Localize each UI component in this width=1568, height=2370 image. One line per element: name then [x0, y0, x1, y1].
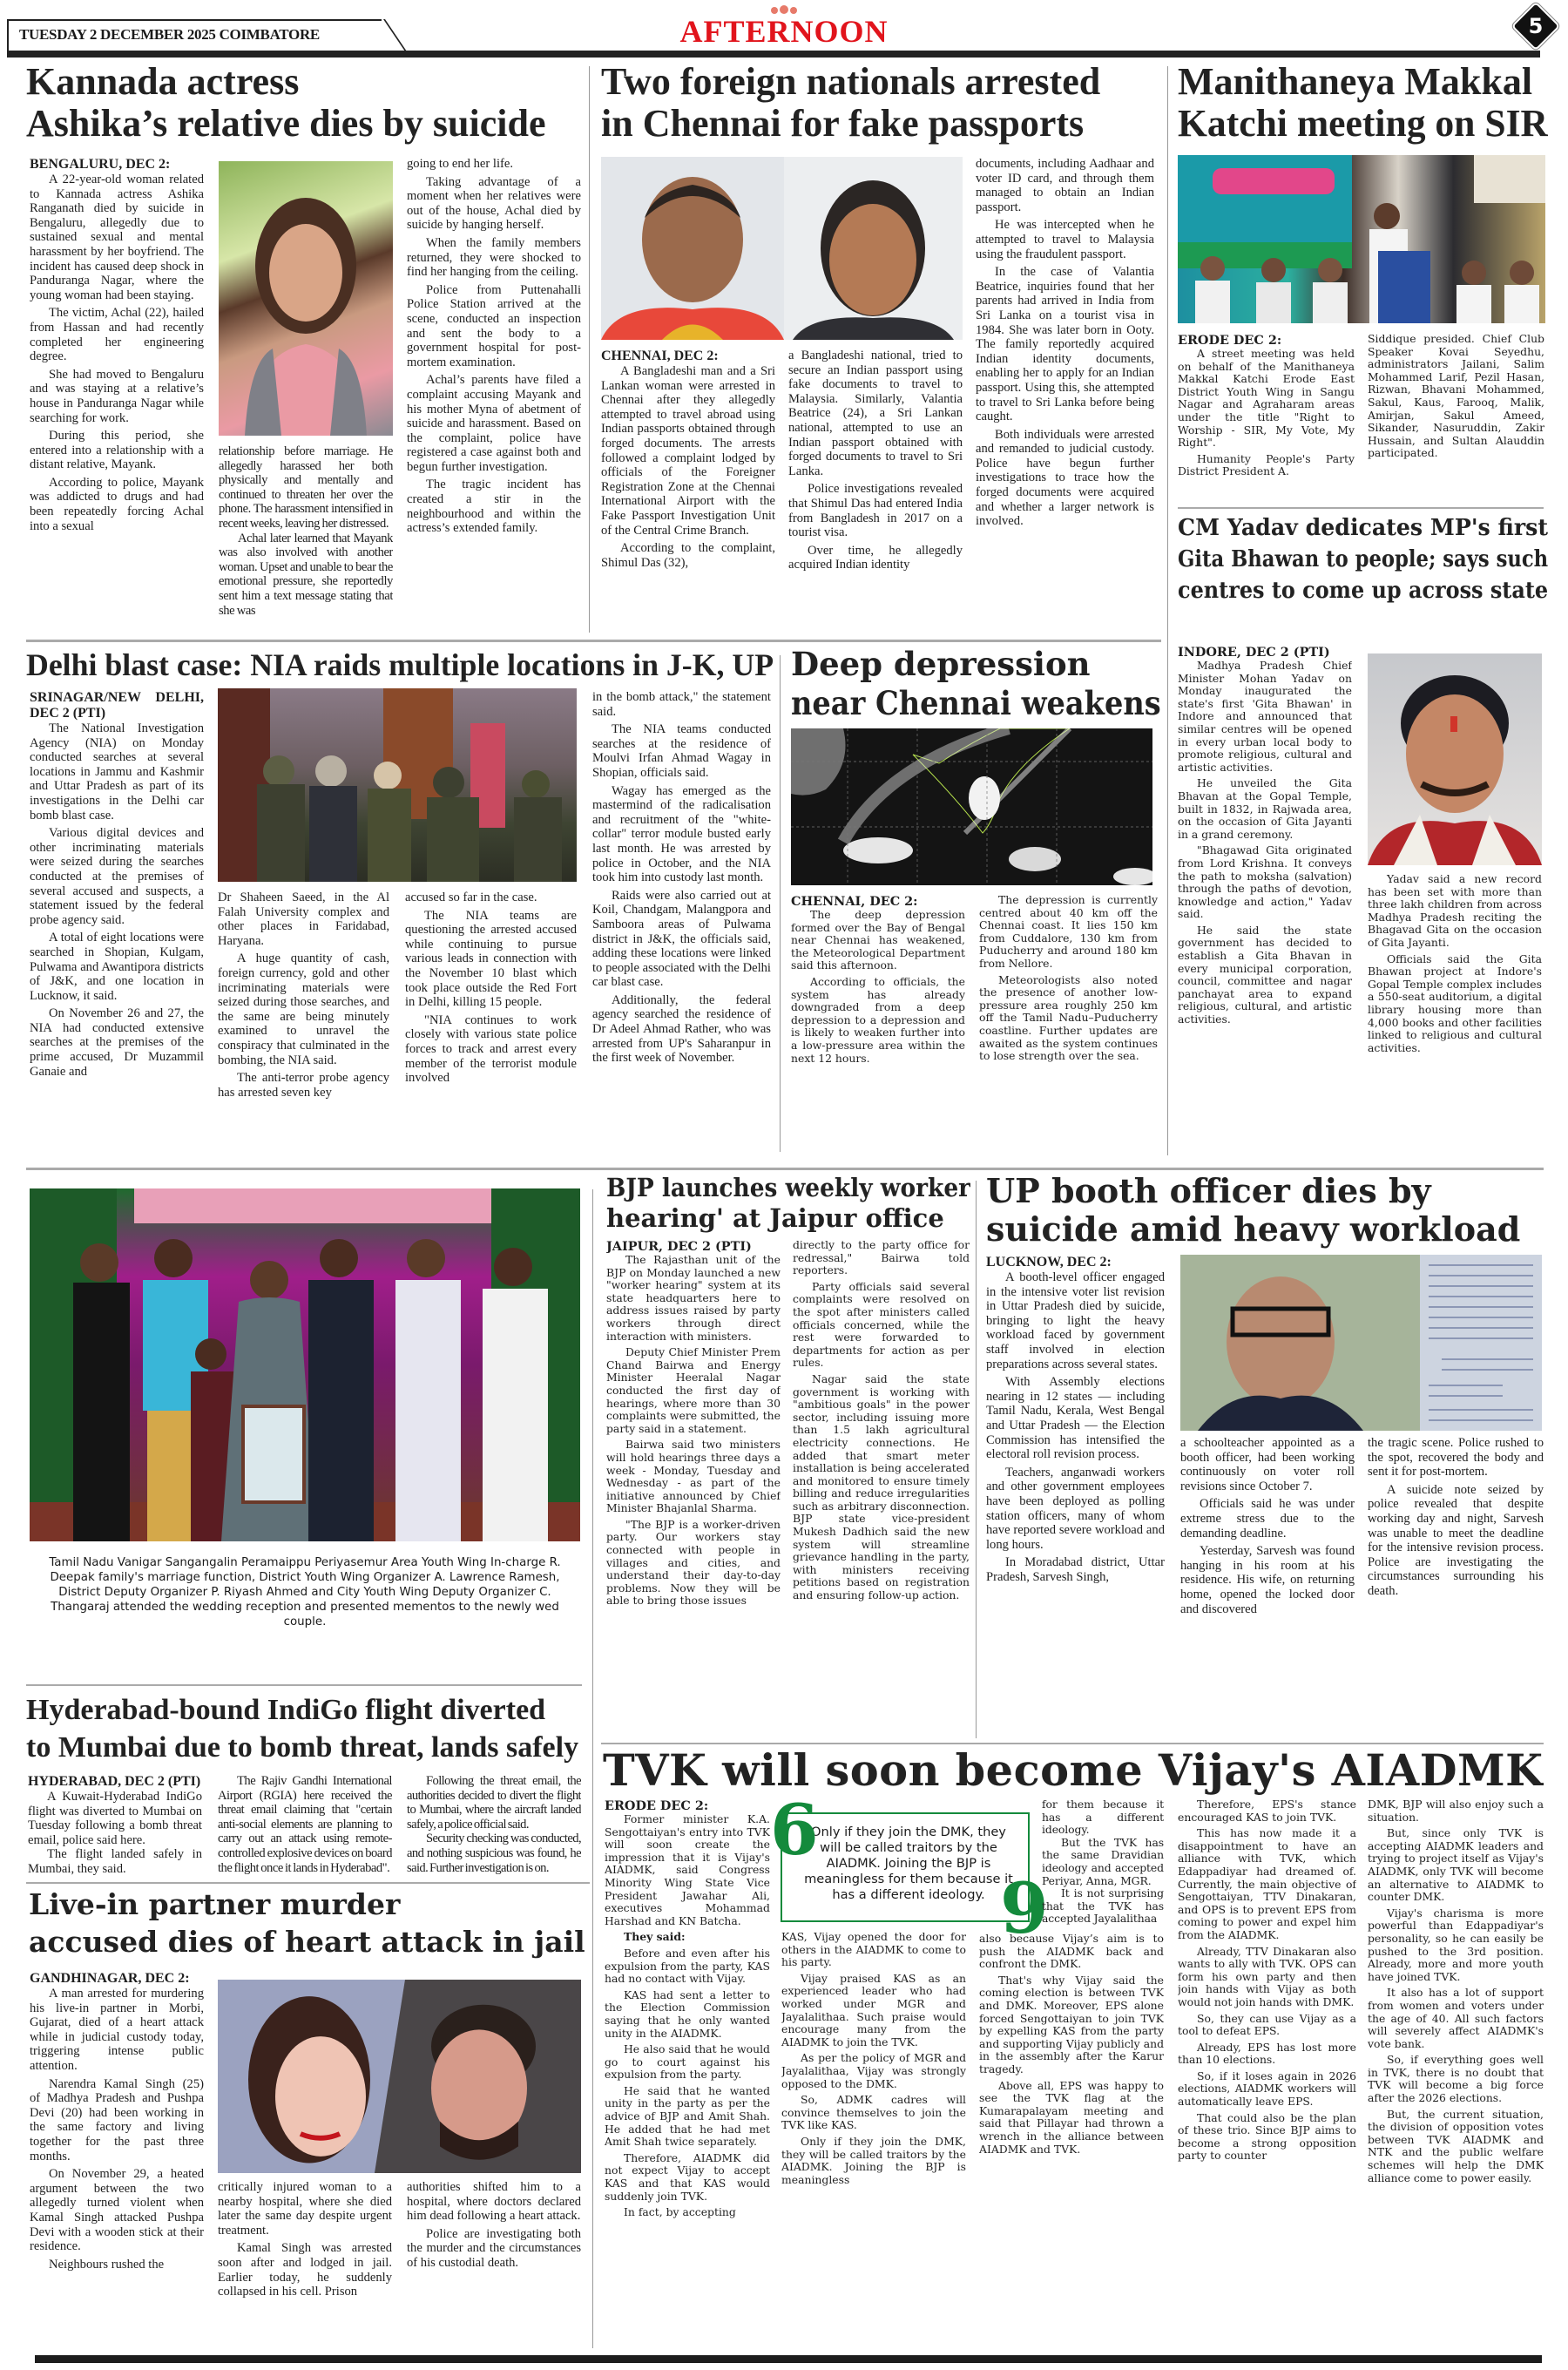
- paragraph: Humanity People's Party District President A.: [1178, 451, 1355, 478]
- paragraph: going to end her life.: [407, 157, 513, 171]
- paragraph: Deputy Chief Minister Prem Chand Bairwa and Energy Minister Heeralal Nagar conducted the first day of hearings, where more than 30 complaints were submitted, the party said in a statement.: [606, 1345, 781, 1435]
- paragraph: When the family members returned, they were shocked to find her hanging from the ceiling.: [407, 235, 581, 280]
- paragraph: DMK, BJP will also enjoy such a situation.: [1368, 1798, 1544, 1824]
- paragraph: directly to the party office for redressal," Bairwa told reporters.: [793, 1239, 970, 1277]
- paragraph: This has now made it a disappointment to have an alliance with TVK, which Edappadiyar had dreamed of. Currently, the main objective of Sengottaiyan, TTV Dinakaran, and OPS is to prevent EPS from coming to power and expel him from the AIADMK.: [1178, 1826, 1356, 1941]
- paragraph: A booth-level officer engaged in the intensive voter list revision in Uttar Pradesh died by suicide, bringing to light the heavy workload faced by government staff involved in election preparations across several states.: [986, 1270, 1165, 1371]
- article-tvk-col3a: [1042, 1798, 1164, 1929]
- paragraph: a schoolteacher appointed as a booth officer, had been working continuously on voter roll revisions since October 7.: [1180, 1436, 1355, 1493]
- newspaper-logo[interactable]: AFTERNOON: [679, 14, 889, 49]
- paragraph: Kamal Singh was arrested soon after and lodged in jail. Earlier today, he suddenly collapsed in his cell. Prison: [218, 2241, 392, 2299]
- paragraph: Before and even after his expulsion from the party, KAS had no contact with Vijay.: [605, 1946, 770, 1986]
- paragraph: Narendra Kamal Singh (25) of Madhya Pradesh and Pushpa Devi (20) had been working in the same factory and living together for the past three months.: [30, 2076, 204, 2163]
- dateline: JAIPUR, DEC 2 (PTI): [606, 1239, 752, 1254]
- article-gita-col1: [1178, 645, 1352, 1155]
- article-depression-col1: [791, 894, 965, 1155]
- headline-manithaneya-2[interactable]: Katchi meeting on SIR: [1178, 103, 1548, 145]
- paragraph: The NIA teams conducted searches at the residence of Moulvi Irfan Ahmad Wagay in Shopian, officials said.: [592, 722, 771, 780]
- paragraph: The depression is currently centred about 40 km off the Chennai coast. It lies 150 km from Cuddalore, 130 km from Puducherry and around 180 km from Nellore.: [979, 894, 1158, 970]
- headline-passports-2[interactable]: in Chennai for fake passports: [601, 103, 1085, 145]
- paragraph: A street meeting was held on behalf of the Manithaneya Makkal Katchi Erode East District Youth Wing in Sangu Nagar and Agraharam areas under the title "Right to Worship - SIR, My Vote, My Right".: [1178, 347, 1355, 450]
- headline-bjp-1[interactable]: BJP launches weekly worker: [606, 1175, 970, 1202]
- paragraph: The Rajasthan unit of the BJP on Monday launched a new "worker hearing" system at its state headquarters here to address issues raised by party workers through direct interaction with ministers.: [606, 1253, 781, 1343]
- masthead-rule: [7, 51, 1540, 58]
- article-booth-col2: [1180, 1436, 1355, 1737]
- paragraph: also because Vijay’s aim is to push the AIADMK back and confront the DMK.: [979, 1933, 1164, 1971]
- portrait-couple-icon: [218, 1980, 581, 2173]
- headline-manithaneya-1-box: [1178, 61, 1548, 103]
- paragraph: In fact, by accepting: [624, 2205, 736, 2219]
- dateline: HYDERABAD, DEC 2 (PTI): [28, 1774, 201, 1789]
- article-bjp-col1: [606, 1239, 781, 1737]
- photo-booth-officer: [1180, 1255, 1542, 1431]
- headline-passports-1[interactable]: Two foreign nationals arrested: [601, 61, 1101, 103]
- photo-livein-couple: [218, 1980, 581, 2173]
- headline-livein-1[interactable]: Live-in partner murder: [29, 1889, 401, 1921]
- photo-valantia-beatrice: [784, 157, 963, 340]
- paragraph: critically injured woman to a nearby hospital, where she died later the same day despite urgent treatment.: [218, 2180, 392, 2238]
- section-divider: [601, 1743, 1544, 1744]
- headline-kannada-1-box: [26, 61, 584, 103]
- article-manithaneya-col1: [1178, 333, 1355, 500]
- paragraph: Achal later learned that Mayank was also involved with another woman. Upset and unable to bear the emotional pressure, she reportedly sent him a text message stating that she was: [219, 531, 393, 618]
- paragraph: A suicide note seized by police revealed that despite working day and night, Sarvesh was unable to meet the deadline for the intensive revision process. Police are investigating the circumstances surrounding his death.: [1368, 1482, 1544, 1598]
- headline-depression-2[interactable]: near Chennai weakens: [791, 686, 1161, 722]
- article-manithaneya-col2: [1368, 333, 1544, 500]
- paragraph: "Bhagawad Gita originated from Lord Krishna. It conveys the path to moksha (salvation) through the paths of devotion, knowledge and action," Yadav said.: [1178, 843, 1352, 921]
- paragraph: in the bomb attack," the statement said.: [592, 690, 771, 719]
- paragraph: Police are investigating both the murder and the circumstances of his custodial death.: [407, 2226, 581, 2270]
- paragraph: He said the state government has decided to establish a Gita Bhavan in every municipal corporation, council, committee and nagar panchayat area to expand religious, cultural, and artistic activities.: [1178, 923, 1352, 1026]
- paragraph: a Bangladeshi national, tried to secure an Indian passport using fake documents to travel to Malaysia. Similarly, Valantia Beatrice (24), a Sri Lankan national, attempted to use an Indian passport obtained with forged documents to travel to Sri Lanka.: [788, 349, 963, 478]
- paragraph: It also has a lot of support from women and voters under the age of 40. All such factors will severely affect AIADMK's vote bank.: [1368, 1986, 1544, 2050]
- article-nia-col4: [592, 690, 771, 1156]
- headline-kannada-1[interactable]: Kannada actress: [26, 61, 300, 103]
- photo-nia-raid: [218, 688, 577, 882]
- headline-gita-2-box: [1178, 547, 1548, 577]
- portrait-woman-icon: [784, 157, 963, 340]
- paragraph: A Bangladeshi man and a Sri Lankan woman were arrested in Chennai after they allegedly attempted to travel abroad using Indian passports obtained through forged documents. The arrests followed a complaint lodged by officials of the Foreigner Registration Zone at the Chennai International Airport with the Fake Passport Investigation Unit of the Central Crime Branch.: [601, 364, 775, 538]
- article-bjp-col2: [793, 1239, 970, 1737]
- headline-booth-1[interactable]: UP booth officer dies by: [986, 1173, 1431, 1210]
- paragraph: The Rajiv Gandhi International Airport (RGIA) here received the threat email claiming that "certain anti-social elements are planning to carry out an attack using remote-controlled explosive devices on board the flight once it lands in Hyderabad".: [218, 1774, 392, 1875]
- column-divider: [1167, 66, 1168, 1155]
- paragraph: Meteorologists also noted the presence of another low-pressure area roughly 250 km off the Tamil Nadu–Puducherry coastline. Further updates are awaited as the system continues to lose strength over the sea.: [979, 972, 1158, 1063]
- meeting-scene-icon: [1178, 155, 1545, 323]
- portrait-woman-icon: [219, 161, 393, 436]
- paragraph: Party officials said several complaints were resolved on the spot after ministers called officials concerned, while the rest were forwarded to departments for action as per rules.: [793, 1279, 970, 1370]
- paragraph: With Assembly elections nearing in 12 states — including Tamil Nadu, Kerala, West Bengal and Uttar Pradesh — the Election Commission has intensified the electoral roll revision process.: [986, 1375, 1165, 1462]
- paragraph: Siddique presided. Chief Club Speaker Kovai Seyedhu, administrators Jailani, Salim Mohammed Larif, Pezil Hasan, Rizwan, Bhavani Mohammed, Sakul, Kaus, Farooq, Malik, Amirjan, Sakul Ameed, Sikander, Nasuruddin, Zakir Hussain, and Sultan Alauddin participated.: [1368, 333, 1544, 460]
- headline-depression-1-box: [791, 647, 1161, 685]
- portrait-man-icon: [601, 157, 784, 340]
- article-kannada-col1: [30, 157, 204, 627]
- dateline: INDORE, DEC 2 (PTI): [1178, 645, 1330, 660]
- headline-livein-1-box: [29, 1889, 586, 1926]
- quote-open-icon: 6: [770, 1795, 819, 1865]
- page-bottom-rule: [35, 2355, 1542, 2363]
- column-divider: [976, 1181, 977, 1738]
- article-booth-col1: [986, 1255, 1165, 1737]
- paragraph: According to police, Mayank was addicted to drugs and had been repeatedly forcing Achal into a sexual: [30, 475, 204, 533]
- paragraph: That's why Vijay said the coming election is between TVK and DMK. Moreover, EPS alone forced Sengottaiyan to join TVK by expelling KAS from the party and supporting Vijay publicly and in the assembly after the Karur tragedy.: [979, 1973, 1164, 2075]
- article-indigo-col1: [28, 1774, 202, 1877]
- dateline: CHENNAI, DEC 2:: [601, 349, 719, 363]
- paragraph: Following the threat email, the authorities decided to divert the flight to Mumbai, where the aircraft landed safely, a police official said.: [407, 1774, 581, 1832]
- paragraph: The NIA teams are questioning the arrested accused while continuing to pursue various leads in connection with the November 10 blast which took place outside the Red Fort in Delhi, killing 15 people.: [405, 908, 577, 1010]
- paragraph: authorities shifted him to a hospital, where doctors declared him dead following a heart attack.: [407, 2180, 581, 2224]
- paragraph: So, if everything goes well in TVK, there is no doubt that TVK will become a big force after the 2026 elections.: [1368, 2053, 1544, 2105]
- paragraph: During this period, she entered into a relationship with a distant relative, Mayank.: [30, 429, 204, 472]
- headline-indigo-2[interactable]: to Mumbai due to bomb threat, lands safely: [26, 1732, 579, 1764]
- edition-dateline: TUESDAY 2 DECEMBER 2025 COIMBATORE: [7, 19, 382, 51]
- photo-shimul-das: [601, 157, 784, 340]
- dateline: SRINAGAR/NEW DELHI, DEC 2 (PTI): [30, 690, 204, 721]
- paragraph: He also said that he would go to court against his expulsion from the party.: [605, 2042, 770, 2082]
- paragraph: Vijay praised KAS as an experienced leader who had worked under MGR and Jayalalithaa. Such praise would encourage many from the AIADMK to join the TVK.: [781, 1971, 966, 2048]
- photo-achal: [219, 161, 393, 436]
- article-passports-col2: [788, 349, 963, 627]
- headline-booth-1-box: [986, 1173, 1545, 1211]
- paragraph: A man arrested for murdering his live-in partner in Morbi, Gujarat, died of a heart attack while in judicial custody today, triggering intense public attention.: [30, 1987, 204, 2073]
- photo-wedding-reception: [30, 1188, 580, 1541]
- headline-gita-3-box: [1178, 579, 1548, 608]
- headline-gita-3[interactable]: centres to come up across state: [1178, 579, 1548, 604]
- headline-livein-2[interactable]: accused dies of heart attack in jail: [29, 1926, 585, 1959]
- headline-tvk[interactable]: TVK will soon become Vijay's AIADMK: [603, 1746, 1544, 1795]
- paragraph: Vijay's charisma is more powerful than Edappadiyar's personality, so he can easily be pushed to the 3rd position. Already, more and more youth have joined TVK.: [1368, 1906, 1544, 1983]
- dateline: LUCKNOW, DEC 2:: [986, 1255, 1112, 1270]
- paragraph: On November 26 and 27, the NIA had conducted extensive searches at the premises of the prime accused, Dr Muzammil Ganaie and: [30, 1006, 204, 1079]
- headline-indigo-1-box: [26, 1695, 584, 1731]
- paragraph: That could also be the plan of these trio. Since BJP aims to become a strong opposition party to counter: [1178, 2110, 1356, 2163]
- paragraph: A huge quantity of cash, foreign currency, gold and other incriminating materials were seized during those searches, and the same are being minutely examined to unravel the conspiracy that culminated in the bombing, the NIA said.: [218, 951, 389, 1067]
- headline-kannada-2[interactable]: Ashika’s relative dies by suicide: [26, 103, 546, 145]
- article-depression-col2: [979, 894, 1158, 1155]
- paragraph: The National Investigation Agency (NIA) on Monday conducted searches at several locations in Jammu and Kashmir and Uttar Pradesh as part of its investigations in the Delhi car bomb blast case.: [30, 721, 204, 823]
- paragraph: Dr Shaheen Saeed, in the Al Falah University complex and other places in Faridabad, Haryana.: [218, 890, 389, 948]
- photo-mohan-yadav: [1368, 653, 1542, 865]
- paragraph: In the case of Valantia Beatrice, inquiries found that her parents had arrived in India from Sri Lanka on a tourist visa in 1984. She was later born in Ooty. The family reportedly acquired Indian identity documents, enabling her to apply for an Indian passport. Using this, she attempted to travel to Sri Lanka before being caught.: [976, 265, 1154, 424]
- dateline: ERODE DEC 2:: [1178, 333, 1282, 348]
- photo-street-meeting: [1178, 155, 1545, 323]
- article-tvk-col1: [605, 1798, 770, 2351]
- headline-gita-2[interactable]: Gita Bhawan to people; says such: [1178, 547, 1548, 572]
- headline-kannada-2-box: [26, 103, 584, 148]
- headline-bjp-1-box: [606, 1175, 970, 1204]
- paragraph: So, ADMK cadres will convince themselves to join the TVK like KAS.: [781, 2093, 966, 2132]
- paragraph: He unveiled the Gita Bhavan at the Gopal Temple, built in 1832, in Rajwada area, on the occasion of Gita Jayanti in a grand ceremony.: [1178, 776, 1352, 841]
- headline-booth-2[interactable]: suicide amid heavy workload: [986, 1211, 1521, 1249]
- paragraph: According to officials, the system has already downgraded from a deep depression to a depression and is likely to weaken further into a low-pressure area within the next 12 hours.: [791, 974, 965, 1065]
- headline-indigo-2-box: [26, 1732, 584, 1769]
- paragraph: the tragic scene. Police rushed to the spot, recovered the body and sent it for post-mortem.: [1368, 1436, 1544, 1480]
- paragraph: "The BJP is a worker-driven party. Our workers stay connected with people in villages and cities, and understand their day-to-day problems. Now they will be able to bring those issues: [606, 1517, 781, 1608]
- photo-caption-wedding: Tamil Nadu Vanigar Sangangalin Peramaippu Periyasemur Area Youth Wing In-charge R. Deepak family's marriage function, District Youth Wing Organizer A. Lawrence Ramesh, District Deputy Organizer P. Riyash Ahmed and City Youth Wing Deputy Organizer C. Thangaraj attended the wedding reception and presented mementos to the newly wed couple.: [49, 1556, 561, 1629]
- section-divider: [26, 640, 1161, 642]
- article-tvk-col4: [1178, 1798, 1356, 2351]
- headline-passports-2-box: [601, 103, 1159, 148]
- article-nia-col2: [218, 890, 389, 1156]
- paragraph: The anti-terror probe agency has arrested seven key: [218, 1071, 389, 1100]
- headline-depression-2-box: [791, 686, 1161, 726]
- paragraph: Additionally, the federal agency searched the residence of Dr Adeel Ahmad Rather, who was arrested from UP's Saharanpur in the first week of November.: [592, 992, 771, 1066]
- headline-livein-2-box: [29, 1926, 586, 1965]
- section-divider: [26, 1168, 1544, 1170]
- headline-gita-1[interactable]: CM Yadav dedicates MP's first: [1178, 516, 1548, 541]
- column-divider: [780, 655, 781, 1152]
- paragraph: Neighbours rushed the: [49, 2257, 165, 2272]
- paragraph: Already, TTV Dinakaran also wants to ally with TVK. OPS can form his own party and then join hands with Vijay as both would not join hands with DMK.: [1178, 1944, 1356, 2008]
- paragraph: Various digital devices and other incriminating materials were seized during the searches conducted at the premises of several accused and suspects, a statement issued by the federal probe agency said.: [30, 826, 204, 927]
- paragraph: Raids were also carried out at Koil, Chandgam, Malangpora and Samboora areas of Pulwama district in J&K, the officials said, adding these locations were linked to people associated with the Delhi car blast case.: [592, 888, 771, 990]
- paragraph: As per the policy of MGR and Jayalalithaa, Vijay was strongly opposed to the DMK.: [781, 2051, 966, 2090]
- paragraph: Officials said he was under extreme stress due to the demanding deadline.: [1180, 1497, 1355, 1540]
- paragraph: A 22-year-old woman related to Kannada actress Ashika Ranganath died by suicide in Bengaluru, allegedly due to sustained sexual and mental harassment by her boyfriend. The incident has caused deep shock in Panduranga Nagar, where the young woman had been staying.: [30, 173, 204, 302]
- dateline: GANDHINAGAR, DEC 2:: [30, 1971, 190, 1986]
- page-number: 5: [1528, 14, 1544, 38]
- paragraph: Already, EPS has lost more than 10 elections.: [1178, 2040, 1356, 2067]
- paragraph: He was intercepted when he attempted to travel to Malaysia using the fraudulent passport.: [976, 218, 1154, 261]
- quote-close-icon: 9: [1000, 1873, 1049, 1943]
- paragraph: Officials said the Gita Bhawan project at Indore's Gopal Temple complex includes a 550-seat auditorium, a digital library housing more than 4,000 books and other facilities linked to religious and cultural activities.: [1368, 951, 1542, 1054]
- dateline: BENGALURU, DEC 2:: [30, 157, 171, 172]
- paragraph: The flight landed safely in Mumbai, they said.: [28, 1847, 202, 1876]
- paragraph: Yadav said a new record has been set with more than three lakh children from across Madhya Pradesh reciting the Bhagavad Gita on the occasion of Gita Jayanti.: [1368, 873, 1542, 949]
- dateline: ERODE DEC 2:: [605, 1798, 709, 1813]
- pull-quote-text: Only if they join the DMK, they will be called traitors by the AIADMK. Joining the BJP is meaningless for them because it has a different ideology.: [804, 1825, 1013, 1902]
- headline-passports-1-box: [601, 61, 1159, 103]
- article-tvk-col3b: [979, 1933, 1164, 2351]
- article-kannada-col3: [407, 157, 581, 627]
- paragraph: It is not surprising that the TVK has accepted Jayalalithaa: [1042, 1886, 1164, 1926]
- paragraph: Former minister K.A. Sengottaiyan's entry into TVK will soon create the impression that it is Vijay's AIADMK, said Congress Minority Wing State Vice President Jawahar Ali, executives Mohammad Harshad and KN Batcha.: [605, 1812, 770, 1927]
- paragraph: The tragic incident has created a stir in the neighbourhood and within the actress’s extended family.: [407, 477, 581, 536]
- paragraph: "NIA continues to work closely with various state police forces to track and arrest every member of the terrorist module involved: [405, 1012, 577, 1086]
- paragraph: Yesterday, Sarvesh was found hanging in his room at his residence. His wife, on returning home, opened the locked door and discovered: [1180, 1544, 1355, 1616]
- paragraph: Only if they join the DMK, they will be called traitors by the AIADMK. Joining the BJP is meaningless: [781, 2134, 966, 2186]
- paragraph: KAS, Vijay opened the door for others in the AIADMK to come to his party.: [781, 1931, 966, 1969]
- section-divider: [1178, 507, 1544, 509]
- article-booth-col3: [1368, 1436, 1544, 1737]
- portrait-man-with-note-icon: [1180, 1255, 1542, 1431]
- paragraph: documents, including Aadhaar and voter ID card, and through them managed to obtain an Indian passport.: [976, 157, 1154, 214]
- headline-indigo-1[interactable]: Hyderabad-bound IndiGo flight diverted: [26, 1695, 546, 1726]
- paragraph: Therefore, EPS's stance encouraged KAS to join TVK.: [1178, 1798, 1356, 1824]
- paragraph: relationship before marriage. He allegedly harassed her both physically and mentally and continued to threaten her over the phone. The harassment intensified in recent weeks, leaving her distressed.: [219, 444, 393, 531]
- paragraph: Bairwa said two ministers will hold hearings three days a week - Monday, Tuesday and Wednesday - as part of the initiative announced by Chief Minister Bhajanlal Sharma.: [606, 1438, 781, 1515]
- paragraph: But, the current situation, the division of opposition votes between TVK AIADMK and NTK and the public welfare schemes will help the DMK alliance come to power easily.: [1368, 2107, 1544, 2184]
- paragraph: Achal’s parents have filed a complaint accusing Mayank and his mother Myna of abetment of suicide and harassment. Based on the complaint, police have registered a case against both and begun further investigation.: [407, 373, 581, 474]
- article-livein-col1: [30, 1971, 204, 2351]
- headline-booth-2-box: [986, 1211, 1545, 1251]
- paragraph: Security checking was conducted, and nothing suspicious was found, he said. Further investigation is on.: [407, 1832, 581, 1875]
- paragraph: Therefore, AIADMK did not expect Vijay to accept KAS and that KAS would suddenly join TVK.: [605, 2150, 770, 2203]
- subheading: They said:: [624, 1930, 686, 1944]
- column-divider: [592, 1189, 593, 2348]
- article-tvk-col2: [781, 1931, 966, 2351]
- paragraph: Taking advantage of a moment when her relatives were out of the house, Achal died by suicide by hanging herself.: [407, 174, 581, 233]
- paragraph: So, if it loses again in 2026 elections, AIADMK workers will automatically leave EPS.: [1178, 2069, 1356, 2109]
- headline-tvk-box: [603, 1746, 1544, 1795]
- paragraph: Teachers, anganwadi workers and other government employees have been deployed as polling station officers, many of whom have reported severe workload and long hours.: [986, 1465, 1165, 1552]
- paragraph: A total of eight locations were searched in Shopian, Kulgam, Pulwama and Awantipora districts of J&K, and one location in Lucknow, it said.: [30, 931, 204, 1003]
- paragraph: Both individuals were arrested and remanded to judicial custody. Police have begun further investigations to trace how the forged documents were acquired and whether a larger network is involved.: [976, 427, 1154, 529]
- article-nia-col3: [405, 890, 577, 1156]
- paragraph: A Kuwait-Hyderabad IndiGo flight was diverted to Mumbai on Tuesday following a bomb threat email, police said here.: [28, 1790, 202, 1847]
- paragraph: The deep depression formed over the Bay of Bengal near Chennai has weakened, the Meteorological Department said this afternoon.: [791, 908, 965, 972]
- headline-nia-box: [26, 648, 774, 685]
- paragraph: Madhya Pradesh Chief Minister Mohan Yadav on Monday inaugurated the state's first 'Gita Bhawan' in Indore and announced that similar centres will be opened in every urban local body to promote religious, cultural and artistic activities.: [1178, 659, 1352, 774]
- paragraph: Nagar said the state government is working with "ambitious goals" in the power sector, including issuing more than 1.5 lakh agricultural electricity connections. He added that smart meter installation is being accelerated and monitored to ensure timely billing and reduce irregularities such as arbitrary disconnection. BJP state vice-president Mukesh Dadhich said the new system will streamline grievance handling in the party, with ministers receiving petitions based on registration and ensuring follow-up action.: [793, 1371, 970, 1602]
- paragraph: According to the complaint, Shimul Das (32),: [601, 541, 775, 570]
- article-tvk-col5: [1368, 1798, 1544, 2351]
- paragraph: She had moved to Bengaluru and was staying at a relative’s house in Panduranga Nagar while searching for work.: [30, 367, 204, 425]
- article-livein-col3: [407, 2180, 581, 2351]
- headline-gita-1-box: [1178, 516, 1548, 545]
- satellite-map-icon: [791, 728, 1152, 885]
- paragraph: Wagay has emerged as the mastermind of the radicalisation and recruitment of the "white-collar" terror module busted early last month. He was arrested by police in October, and the NIA took him into custody last month.: [592, 783, 771, 885]
- paragraph: Above all, EPS was happy to see the TVK flag at the Kumarapalayam meeting and said that Pillayar had thrown a wrench in the alliance between AIADMK and TVK.: [979, 2078, 1164, 2156]
- headline-nia[interactable]: Delhi blast case: NIA raids multiple locations in J-K, UP: [26, 648, 774, 682]
- paragraph: KAS had sent a letter to the Election Commission saying that he only wanted unity in the AIADMK.: [605, 1987, 770, 2040]
- paragraph: The victim, Achal (22), hailed from Hassan and had recently completed her engineering degree.: [30, 306, 204, 364]
- section-divider: [26, 1882, 590, 1884]
- paragraph: He said that he wanted unity in the party as per the advice of BJP and Amit Shah. He added that he had met Amit Shah twice separately.: [605, 2083, 770, 2149]
- article-indigo-col2: [218, 1774, 392, 1877]
- headline-manithaneya-1[interactable]: Manithaneya Makkal: [1178, 61, 1533, 103]
- paragraph: So, they can use Vijay as a tool to defeat EPS.: [1178, 2011, 1356, 2038]
- headline-bjp-2-box: [606, 1205, 970, 1236]
- article-passports-col1: [601, 349, 775, 627]
- paragraph: Police investigations revealed that Shimul Das had entered India from Bangladesh in 2017 on a tourist visa.: [788, 482, 963, 540]
- article-passports-col3: [976, 157, 1154, 627]
- headline-bjp-2[interactable]: hearing' at Jaipur office: [606, 1205, 944, 1233]
- paragraph: Over time, he allegedly acquired Indian identity: [788, 543, 963, 572]
- paragraph: accused so far in the case.: [405, 890, 537, 904]
- paragraph: But the TVK has the same Dravidian ideology and accepted Periyar, Anna, MGR.: [1042, 1835, 1164, 1887]
- headline-manithaneya-2-box: [1178, 103, 1548, 148]
- headline-depression-1[interactable]: Deep depression: [791, 647, 1091, 683]
- article-kannada-col2: [219, 444, 393, 627]
- paragraph: for them because it has a different ideology.: [1042, 1798, 1164, 1837]
- section-divider: [26, 1684, 582, 1686]
- article-gita-col2: [1368, 873, 1542, 1155]
- paragraph: Police from Puttenahalli Police Station arrived at the scene, conducted an inspection and sent the body to a government hospital for post-mortem examination.: [407, 282, 581, 369]
- raid-scene-icon: [218, 688, 577, 882]
- photo-satellite-image: [791, 728, 1152, 885]
- column-divider: [589, 66, 590, 633]
- paragraph: But, since only TVK is accepting AIADMK leaders and trying to project itself as Vijay's AIADMK, only TVK will become an alternative to AIADMK to counter DMK.: [1368, 1826, 1544, 1904]
- wedding-group-icon: [30, 1188, 580, 1541]
- portrait-man-icon: [1368, 653, 1542, 865]
- article-livein-col2: [218, 2180, 392, 2351]
- paragraph: On November 29, a heated argument between the two allegedly turned violent when Kamal Singh attacked Pushpa Devi with a wooden stick at their residence.: [30, 2167, 204, 2254]
- paragraph: In Moradabad district, Uttar Pradesh, Sarvesh Singh,: [986, 1555, 1165, 1584]
- article-nia-col1: [30, 690, 204, 1156]
- dateline: CHENNAI, DEC 2:: [791, 894, 918, 909]
- article-indigo-col3: [407, 1774, 581, 1877]
